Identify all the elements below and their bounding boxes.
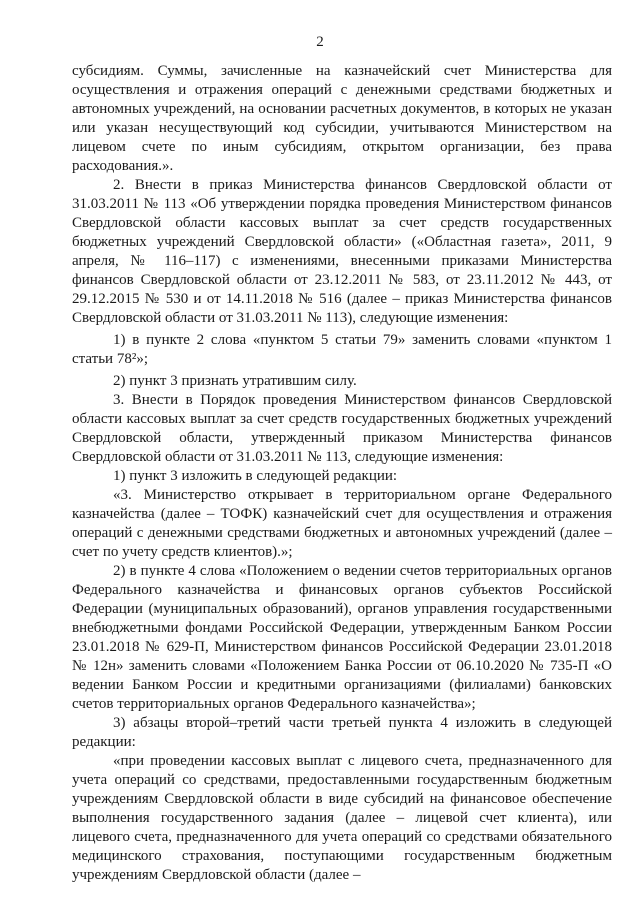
page-number: 2 xyxy=(316,34,324,50)
paragraph: 2. Внести в приказ Министерства финансов Свердловской области от 31.03.2011 № 113 «Об утверждении порядка проведения Министерством финансов Свердловской области кассовых выплат за счет средств государственных бюджетных учреждений Свердловской области» («Областная газета», 2011, 9 апреля, № 116–117) с изменениями, внесенными приказами Министерства финансов Свердловской области от 23.12.2011 № 583, от 23.11.2012 № 443, от 29.12.2015 № 530 и от 14.11.2018 № 516 (далее – приказ Министерства финансов Свердловской области от 31.03.2011 № 113), следующие изменения: xyxy=(72,177,612,326)
paragraph: «при проведении кассовых выплат с лицевого счета, предназначенного для учета операций со средствами, предоставленными государственным бюджетным учреждениям Свердловской области в виде субсидий на финансовое обеспечение выполнения государственного задания (далее – лицевой счет клиента), или лицевого счета, предназначенного для учета операций со средствами обязательного медицинского страхования, поступающими государственным бюджетным учреждениям Свердловской области (далее – xyxy=(72,753,612,883)
paragraph: 2) в пункте 4 слова «Положением о ведении счетов территориальных органов Федерального казначейства и финансовых органов субъектов Российской Федерации (муниципальных образований), органов управления государственными внебюджетными фондами Российской Федерации, утвержденным Банком России 23.01.2018 № 629-П, Министерством финансов Российской Федерации 23.01.2018 № 12н» заменить словами «Положением Банка России от 06.10.2020 № 735-П «О ведении Банком России и кредитными организациями (филиалами) банковских счетов территориальных органов Федерального казначейства»; xyxy=(72,563,612,712)
paragraph: субсидиям. Суммы, зачисленные на казначейский счет Министерства для осуществления и отражения операций с денежными средствами бюджетных и автономных учреждений, на основании расчетных документов, в которых не указан или указан несуществующий код субсидии, учитываются Министерством на лицевом счете по иным субсидиям, открытом организации, без права расходования.». xyxy=(72,63,612,174)
paragraph: 3. Внести в Порядок проведения Министерством финансов Свердловской области кассовых выплат за счет средств государственных бюджетных учреждений Свердловской области, утвержденный приказом Министерства финансов Свердловской области от 31.03.2011 № 113, следующие изменения: xyxy=(72,392,612,465)
paragraph: «3. Министерство открывает в территориальном органе Федерального казначейства (далее – ТОФК) казначейский счет для осуществления и отражения операций с денежными средствами бюджетных и автономных учреждений (далее – счет по учету средств клиентов).»; xyxy=(72,487,612,560)
paragraph: 2) пункт 3 признать утратившим силу. xyxy=(113,373,357,389)
paragraph: 3) абзацы второй–третий части третьей пункта 4 изложить в следующей редакции: xyxy=(72,715,612,750)
paragraph: 1) в пункте 2 слова «пунктом 5 статьи 79» заменить словами «пунктом 1 статьи 78²»; xyxy=(72,332,612,367)
paragraph: 1) пункт 3 изложить в следующей редакции: xyxy=(113,468,398,484)
document-body xyxy=(72,62,612,885)
